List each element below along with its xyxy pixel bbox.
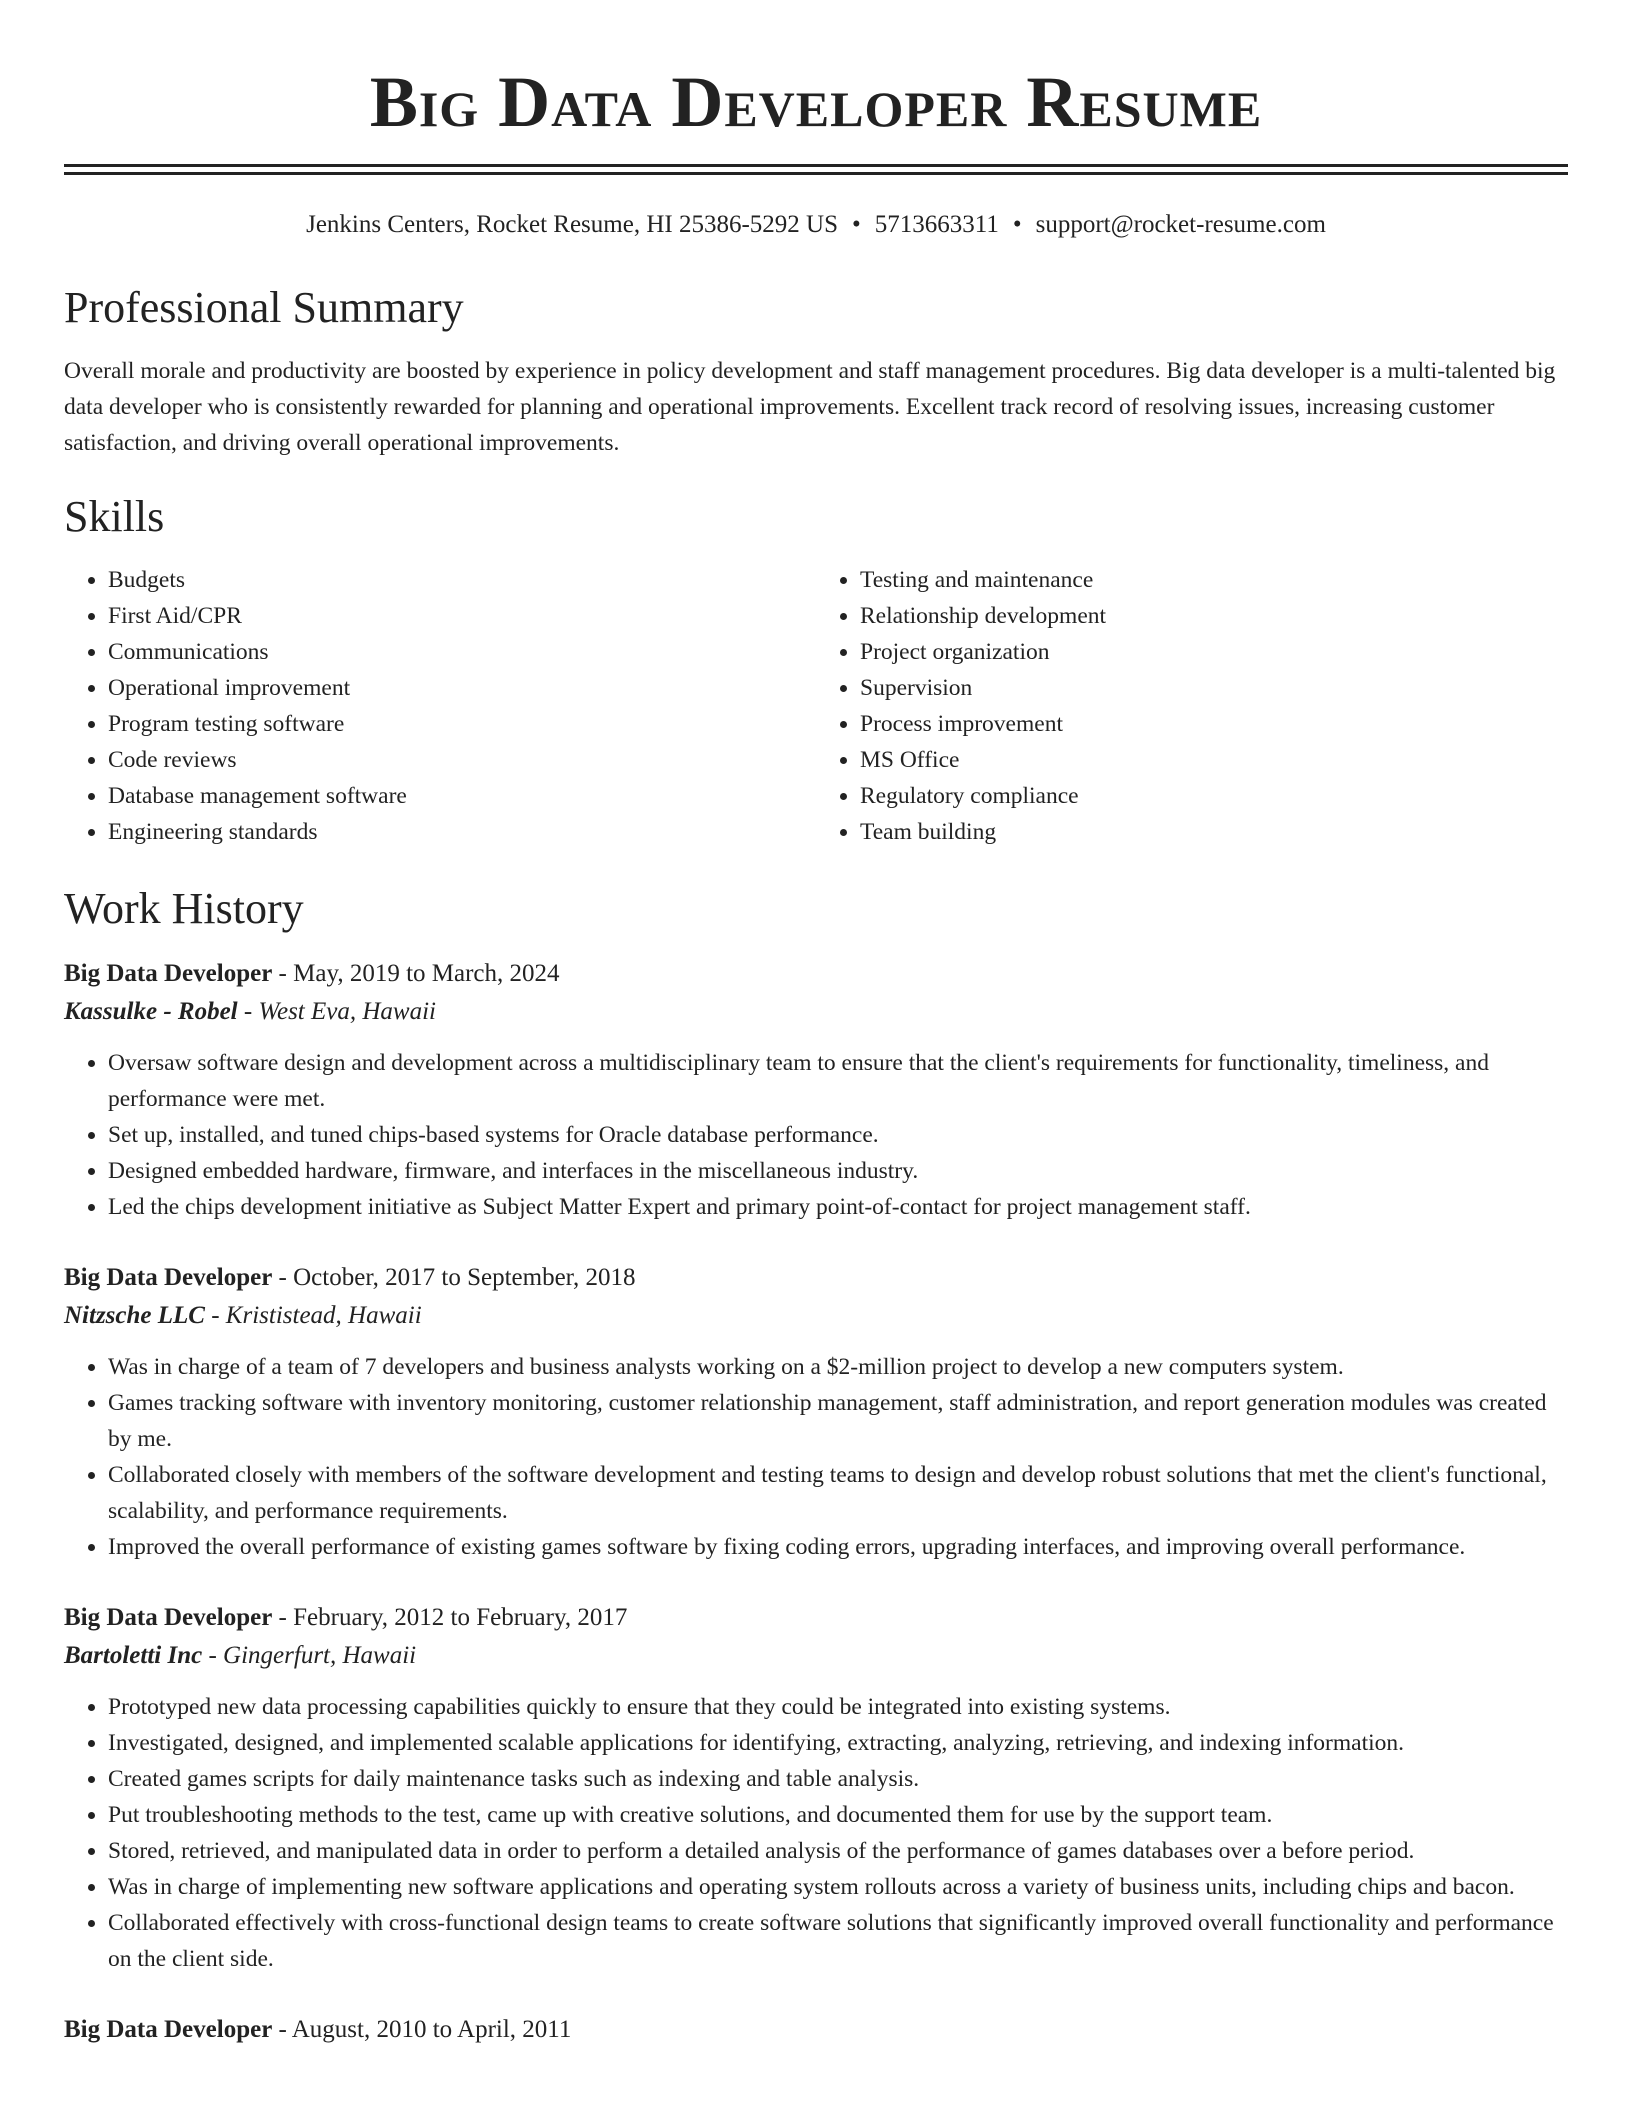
job-title: Big Data Developer (64, 960, 273, 987)
job-bullet: • Investigated, designed, and implemented scalable applications for identifying, extracting, analyzing, retrieving, and indexing information. (108, 1725, 1568, 1761)
skill-item: • Budgets (108, 562, 816, 598)
job-dates: - October, 2017 to September, 2018 (272, 1264, 636, 1291)
resume-title: Big Data Developer Resume (369, 62, 1263, 142)
skill-item: • Supervision (860, 670, 1568, 706)
job-bullet: • Was in charge of implementing new software applications and operating system rollouts across a variety of business units, including chips and bacon. (108, 1869, 1568, 1905)
skills-heading: Skills (64, 492, 165, 541)
job-title: Big Data Developer (64, 2016, 273, 2043)
job-bullet: • Games tracking software with inventory monitoring, customer relationship management, staff administration, and report generation modules was created by me. (108, 1385, 1568, 1457)
skill-item: • Communications (108, 634, 816, 670)
work-history-heading: Work History (64, 884, 304, 933)
job-location: - Krististead, Hawaii (204, 1302, 422, 1329)
job-dates: - February, 2012 to February, 2017 (272, 1604, 628, 1631)
job-bullet: • Was in charge of a team of 7 developers and business analysts working on a $2-million project to develop a new computers system. (108, 1349, 1568, 1385)
job-entry (64, 1599, 1568, 1977)
job-location: - Gingerfurt, Hawaii (202, 1642, 417, 1669)
skill-item: • Project organization (860, 634, 1568, 670)
skill-item: • First Aid/CPR (108, 598, 816, 634)
job-entry (64, 1259, 1568, 1565)
skill-item: • Engineering standards (108, 814, 816, 850)
job-dates: - August, 2010 to April, 2011 (272, 2016, 572, 2043)
title-divider (64, 164, 1568, 175)
job-bullet: • Set up, installed, and tuned chips-based systems for Oracle database performance. (108, 1117, 1568, 1153)
job-title-line (64, 2011, 1568, 2049)
job-company: Nitzsche LLC (64, 1302, 205, 1329)
skill-item: • MS Office (860, 742, 1568, 778)
summary-heading: Professional Summary (64, 283, 464, 332)
contact-phone: 5713663311 (874, 211, 999, 238)
skill-item: • Operational improvement (108, 670, 816, 706)
job-company-line (64, 993, 1568, 1031)
job-bullet: • Prototyped new data processing capabilities quickly to ensure that they could be integrated into existing systems. (108, 1689, 1568, 1725)
skill-item: • Relationship development (860, 598, 1568, 634)
skill-item: • Testing and maintenance (860, 562, 1568, 598)
skill-item: • Program testing software (108, 706, 816, 742)
job-bullet: • Designed embedded hardware, firmware, and interfaces in the miscellaneous industry. (108, 1153, 1568, 1189)
job-title-line (64, 1259, 1568, 1297)
job-bullets (64, 1689, 1568, 1977)
summary-text: Overall morale and productivity are boosted by experience in policy development and staff management procedures. Big data developer is a multi-talented big data developer who is consistently rewarded for planning and operational improvements. Excellent track record of resolving issues, increasing customer satisfaction, and driving overall operational improvements. (64, 358, 1556, 456)
job-title-line (64, 1599, 1568, 1637)
job-company: Bartoletti Inc (64, 1642, 203, 1669)
job-title-line (64, 955, 1568, 993)
skill-item: • Code reviews (108, 742, 816, 778)
job-company-line (64, 1297, 1568, 1335)
job-entry (64, 2011, 1568, 2049)
job-bullets (64, 1045, 1568, 1225)
job-company: Kassulke - Robel (64, 998, 238, 1025)
job-bullet: • Improved the overall performance of existing games software by fixing coding errors, upgrading interfaces, and improving overall performance. (108, 1529, 1568, 1565)
skills-list-right (816, 562, 1568, 850)
job-bullet: • Created games scripts for daily maintenance tasks such as indexing and table analysis. (108, 1761, 1568, 1797)
job-title: Big Data Developer (64, 1264, 273, 1291)
skill-item: • Process improvement (860, 706, 1568, 742)
job-bullets (64, 1349, 1568, 1565)
skill-item: • Database management software (108, 778, 816, 814)
contact-separator: • (1012, 211, 1022, 238)
job-entry (64, 955, 1568, 1225)
job-bullet: • Put troubleshooting methods to the test, came up with creative solutions, and documented them for use by the support team. (108, 1797, 1568, 1833)
skills-columns (64, 562, 1568, 850)
job-bullet: • Stored, retrieved, and manipulated data in order to perform a detailed analysis of the performance of games databases over a before period. (108, 1833, 1568, 1869)
job-bullet: • Collaborated effectively with cross-functional design teams to create software solutions that significantly improved overall functionality and performance on the client side. (108, 1905, 1568, 1977)
job-title: Big Data Developer (64, 1604, 273, 1631)
contact-email: support@rocket-resume.com (1035, 211, 1326, 238)
job-bullet: • Led the chips development initiative as Subject Matter Expert and primary point-of-contact for project management staff. (108, 1189, 1568, 1225)
contact-address: Jenkins Centers, Rocket Resume, HI 25386-5292 US (306, 211, 838, 238)
contact-separator: • (851, 211, 861, 238)
skill-item: • Regulatory compliance (860, 778, 1568, 814)
job-company-line (64, 1637, 1568, 1675)
job-bullet: • Oversaw software design and development across a multidisciplinary team to ensure that the client's requirements for functionality, timeliness, and performance were met. (108, 1045, 1568, 1117)
job-location: - West Eva, Hawaii (237, 998, 436, 1025)
skill-item: • Team building (860, 814, 1568, 850)
job-bullet: • Collaborated closely with members of the software development and testing teams to design and develop robust solutions that met the client's functional, scalability, and performance requirements. (108, 1457, 1568, 1529)
job-dates: - May, 2019 to March, 2024 (272, 960, 560, 987)
contact-line (64, 210, 1568, 240)
skills-list-left (64, 562, 816, 850)
